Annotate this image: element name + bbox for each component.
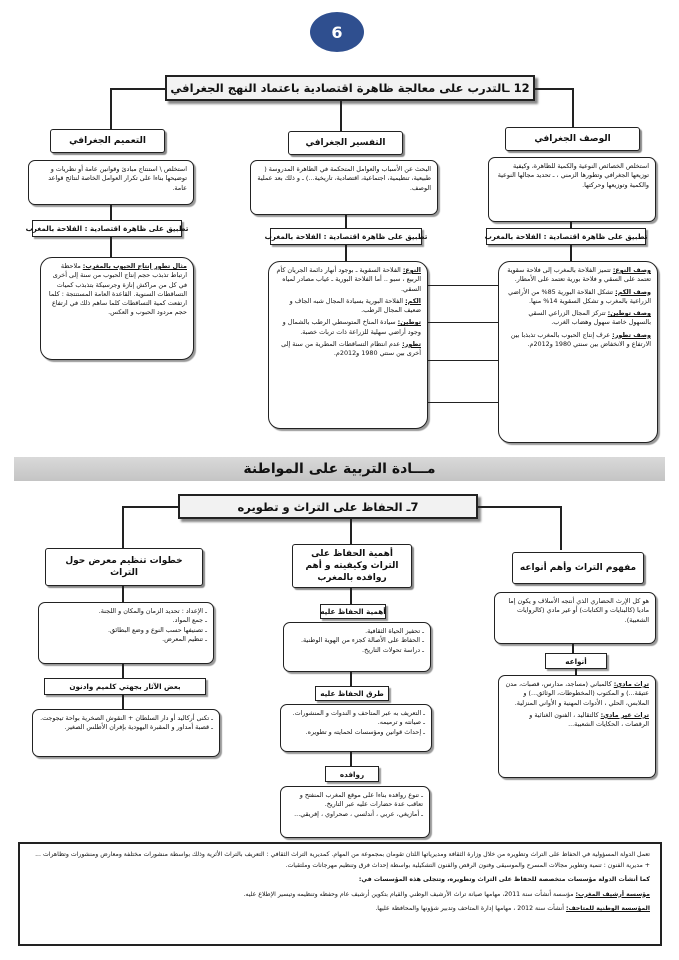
connector	[572, 644, 574, 653]
footer-paragraph: تعمل الدولة المسؤولية في الحفاظ على التراث وتطويره من خلال وزارة الثقافة ومديرياتها اللتان تقومان بمجموعة من المهام. كمديرية التراث الثقافي : التعريف بالتراث الأثرية وذلك بواسطة منشورات مختلفة ومعارض ومنشورات وتظاهرات ... + مديرية الفنون : تنمية وتطوير مجالات المسرح والموسيقى وفنون الرقص والفنون التشكيلية بواسطة إحداث فرق وتنظيم مهرجانات وملتقيات.	[35, 851, 650, 869]
geo-title: 12 ـالتدرب على معالجة ظاهرة اقتصادية باعتماد النهج الجغرافي	[165, 75, 535, 101]
details-description: وصف النوع: تتميز الفلاحة بالمغرب إلى فلاحة سقوية تعتمد على السقي و فلاحة بورية تعتمد على الأمطار. وصف الكم: تشكل الفلاحة البورية 85% من الأراضي الزراعية بالمغرب و تشكل السقوية 14% منها. وصف توطين: تتركز المجال الزراعي السقي بالسهول خاصة سهول وهضاب الغرب. وصف تطور: عرف إنتاج الحبوب بالمغرب تذبذبا بين الارتفاع و الانخفاض بين سنتي 1980 و2012م.	[498, 261, 658, 443]
tributaries-list: ـ تنوع روافده بناءا على موقع المغرب المنفتح و تعاقب عدة حضارات عليه عبر التاريخ. ـ أمازيغي، عربي ، أندلسي ، صحراوي ، إفريقي...	[280, 786, 430, 838]
tributaries-label: روافده	[325, 766, 379, 782]
arrow-line	[428, 285, 498, 286]
connector	[572, 88, 574, 132]
header-heritage-importance: أهمية الحفاظ على التراث وكيفيته و أهم روافده بالمغرب	[292, 544, 412, 588]
apply-description: تطبيق على ظاهرة اقتصادية : الفلاحة بالمغرب	[486, 228, 646, 245]
preservation-methods-list: ـ التعريف به عبر المتاحف و الندوات و المنشورات. ـ صيانته و ترميمه. ـ إحداث قوانين ومؤسسات لحمايته و تطويره.	[280, 704, 432, 752]
header-heritage-concept: مفهوم التراث وأهم أنواعه	[512, 552, 644, 584]
civics-title: 7ـ الحفاظ على التراث و تطويره	[178, 494, 478, 519]
apply-generalization: تطبيق على ظاهرة اقتصادية : الفلاحة بالمغرب	[32, 220, 182, 237]
connector	[350, 752, 352, 766]
heritage-types-label: أنواعه	[545, 653, 607, 669]
details-explanation: النوع: الفلاحة السقوية ـ بوجود أنهار دائمة الجريان كأم الربيع ، سبو .. أما الفلاحة البورية ـ غياب مصادر لمياه السقي. الكم: الفلاحة البورية بسيادة المجال شبه الجاف و ضعيف المجال الرطب. توطين: سيادة المناخ المتوسطي الرطب بالشمال و وجود أراضي سهلية للزراعة ذات تربات خصبة. تطور: عدم انتظام التساقطات المطرية من سنة إلى أخرى بين سنتي 1980 و2012م.	[268, 261, 428, 429]
connector	[122, 506, 124, 548]
connector	[478, 506, 560, 508]
connector	[110, 237, 112, 257]
connector	[122, 695, 124, 709]
connector	[345, 215, 347, 228]
exhibition-steps-list: ـ الإعداد : تحديد الزمان والمكان و اللجنة. ـ جمع المواد. ـ تصنيفها حسب النوع و وضع البطائق. ـ تنظيم المعرض.	[38, 602, 214, 664]
arrow-line	[428, 360, 498, 361]
connector	[122, 664, 124, 678]
importance-label: أهمية الحفاظ عليه	[320, 604, 386, 619]
intro-generalization: استخلص \ استنتاج مبادئ وقوانين عامة أو نظريات و توضيحها بناءا على تكرار العوامل الخاصة لنتائج قواعد عامة.	[28, 160, 194, 205]
intro-explanation: البحث عن الأسباب والعوامل المتحكمة في الظاهرة المدروسة ( طبيعية، تنظيمية، اجتماعية، اقتصادية، تاريخية...) ـ و ذلك بعد عملية الوصف.	[250, 160, 438, 215]
connector	[570, 222, 572, 228]
arrow-line	[428, 322, 498, 323]
page-number-badge: 6	[310, 12, 364, 52]
civics-band-title: مـــادة التربية على المواطنة	[14, 457, 665, 481]
header-generalization: التعميم الجغرافي	[50, 129, 165, 153]
footer-paragraph: المؤسسة الوطنية للمتاحف: أنشأت سنة 2012 ، مهامها إدارة المتاحف وتدبير شؤونها والمحافظة عليها.	[375, 905, 650, 913]
connector	[110, 88, 112, 132]
details-generalization: مثال تطور إنتاج الحبوب بالمغرب: ملاحظة ارتباط تذبذب حجم إنتاج الحبوب من سنة إلى أخرى في كل من مراكش إنازة وجرسيكة بتذبذب كميات التساقطات السنوية. القاعدة العامة المستنتجة : كلما ارتفعت كمية التساقطات كلما ساهم ذلك في ارتفاع حجم مردود الحبوب و العكس.	[40, 257, 194, 360]
connector	[340, 101, 342, 132]
footer-paragraph: مؤسسة أرشيف المغرب: مؤسسة أنشأت سنة 2011، مهامها صيانة تراث الأرشيف الوطني والقيام بتكوين أرشيف عام وحفظه وتنظيمه وتيسير الإطلاع عليه.	[243, 890, 650, 898]
connector	[350, 588, 352, 604]
institutions-footer	[18, 842, 662, 946]
header-description: الوصف الجغرافي	[505, 127, 640, 151]
footer-paragraph: كما أنشأت الدولة مؤسسات متخصصة للحفاظ على التراث وتطويره، وتتجلى هذه المؤسسات في:	[358, 876, 650, 884]
heritage-types: تراث مادي: كالمباني (مساجد، مدارس، قصبات، مدن عتيقة...) و المكتوب (المخطوطات، الوثائق...) و الملابس، الحلي ، الأدوات المهنية و الأواني المنزلية. تراث غير مادي: كالتقاليد ، الفنون الغنائية و الرقصات ، الحكايات الشعبية...	[498, 675, 656, 778]
connector	[122, 506, 178, 508]
arrow-line	[428, 402, 498, 403]
connector	[350, 672, 352, 686]
connector	[110, 88, 165, 90]
connector	[560, 506, 562, 550]
connector	[535, 88, 573, 90]
header-explanation: التفسير الجغرافي	[288, 131, 403, 155]
preservation-methods-label: طرق الحفاظ عليه	[315, 686, 389, 701]
connector	[570, 245, 572, 261]
connector	[122, 586, 124, 602]
connector	[350, 519, 352, 544]
header-exhibition-steps: خطوات تنظيم معرض حول التراث	[45, 548, 203, 586]
importance-list: ـ تحفيز الحياة الثقافية. ـ الحفاظ على الأصالة كجزء من الهوية الوطنية. ـ دراسة تحولات التاريخ.	[283, 622, 431, 672]
heritage-definition: هو كل الإرث الحضاري الذي أنتجه الأسلاف و يكون إما ماديا (كالبنايات و الكتابات) أو غير مادي (كالروايات الشعبية).	[494, 592, 656, 644]
intro-description: استخلص الخصائص النوعية والكمية للظاهرة، وكيفية توزيعها الجغرافي وتطورها الزمني ، ـ تحديد مجالها النوعية والكمية وتوزيعها وحركتها.	[488, 157, 656, 222]
connector	[345, 245, 347, 261]
apply-explanation: تطبيق على ظاهرة اقتصادية : الفلاحة بالمغرب	[270, 228, 422, 245]
connector	[110, 205, 112, 220]
regional-monuments-label: بعض الآثار بجهتي كلميم وادنون	[44, 678, 206, 695]
regional-monuments-list: ـ تكنى أركاليد أو دار السلطان + النقوش الصخرية بواحة تيجوجت. ـ قصبة أمداور و المقبرة اليهودية بإفران الأطلس الصغير.	[32, 709, 220, 757]
